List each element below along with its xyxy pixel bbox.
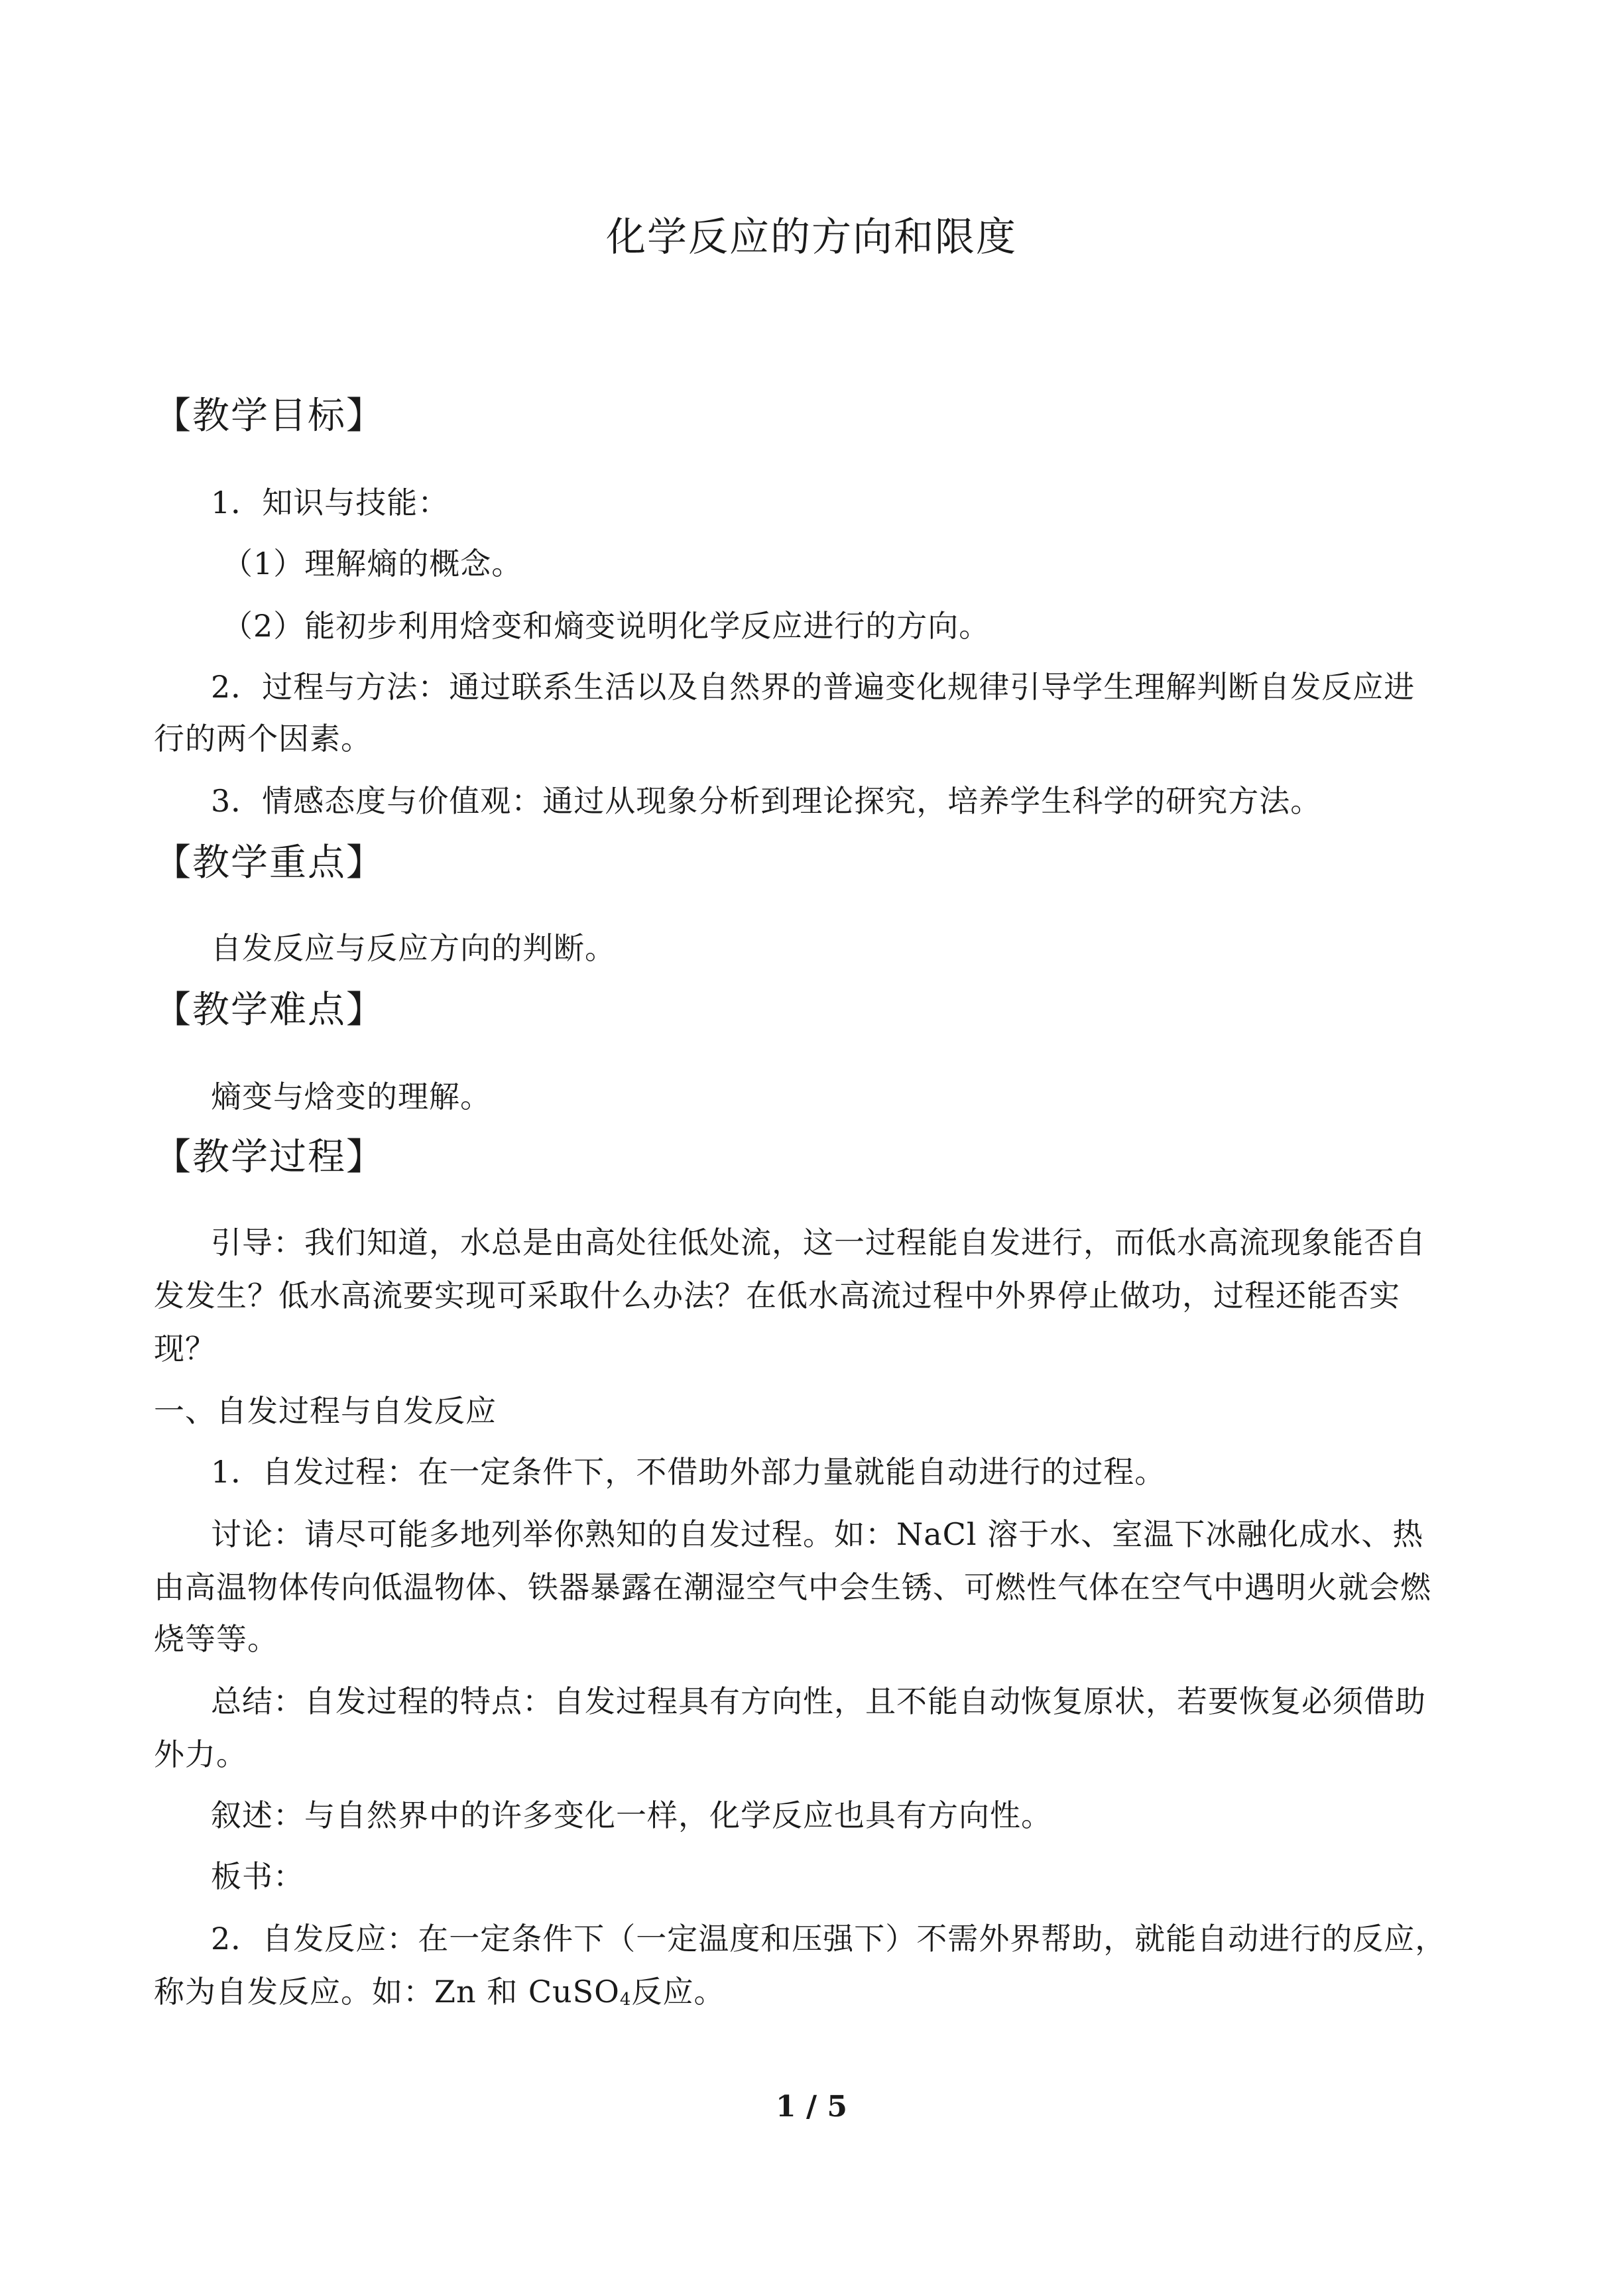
process-paragraph-line: 现？ (154, 1331, 216, 1366)
process-paragraph-line: 发发生？低水高流要实现可采取什么办法？在低水高流过程中外界停止做功，过程还能否实 (154, 1278, 1400, 1313)
section-heading-difficult: 【教学难点】 (154, 989, 385, 1032)
text-segment: 反应。 (631, 1974, 725, 2010)
process-paragraph-line: 烧等等。 (154, 1621, 278, 1657)
text-segment: 称为自发反应。如：Zn 和 CuSO (154, 1974, 620, 2010)
subscript: 4 (619, 1990, 632, 2010)
process-paragraph-line (154, 1970, 725, 2021)
goal-line: （2）能初步利用焓变和熵变说明化学反应进行的方向。 (222, 608, 991, 644)
key-point-text: 自发反应与反应方向的判断。 (211, 930, 616, 966)
process-paragraph-line: 由高温物体传向低温物体、铁器暴露在潮湿空气中会生锈、可燃性气体在空气中遇明火就会燃 (154, 1569, 1431, 1605)
process-paragraph-line: 引导：我们知道，水总是由高处往低处流，这一过程能自发进行，而低水高流现象能否自 (211, 1225, 1426, 1260)
section-heading-key: 【教学重点】 (154, 841, 385, 884)
section-heading-process: 【教学过程】 (154, 1136, 385, 1179)
goal-line: 2．过程与方法：通过联系生活以及自然界的普遍变化规律引导学生理解判断自发反应进 (211, 669, 1415, 705)
difficult-point-text: 熵变与焓变的理解。 (211, 1079, 491, 1115)
goal-line: 1．知识与技能： (211, 485, 450, 520)
process-paragraph-line: 外力。 (154, 1736, 247, 1772)
process-paragraph-line: 叙述：与自然界中的许多变化一样，化学反应也具有方向性。 (211, 1797, 1052, 1833)
goal-line: 行的两个因素。 (154, 721, 372, 756)
process-paragraph-line: 1．自发过程：在一定条件下，不借助外部力量就能自动进行的过程。 (211, 1454, 1166, 1490)
goal-line: （1）理解熵的概念。 (222, 546, 523, 581)
subsection-heading: 一、自发过程与自发反应 (154, 1393, 497, 1429)
process-paragraph-line: 讨论：请尽可能多地列举你熟知的自发过程。如：NaCl 溶于水、室温下冰融化成水、热 (211, 1516, 1424, 1552)
page-number: 1 / 5 (776, 2090, 847, 2124)
page-title: 化学反应的方向和限度 (606, 214, 1017, 261)
process-paragraph-line: 2．自发反应：在一定条件下（一定温度和压强下）不需外界帮助，就能自动进行的反应， (211, 1921, 1447, 1957)
section-heading-goals: 【教学目标】 (154, 394, 385, 438)
process-paragraph-line: 板书： (211, 1858, 304, 1894)
goal-line: 3．情感态度与价值观：通过从现象分析到理论探究，培养学生科学的研究方法。 (211, 783, 1322, 819)
process-paragraph-line: 总结：自发过程的特点：自发过程具有方向性，且不能自动恢复原状，若要恢复必须借助 (211, 1683, 1426, 1719)
